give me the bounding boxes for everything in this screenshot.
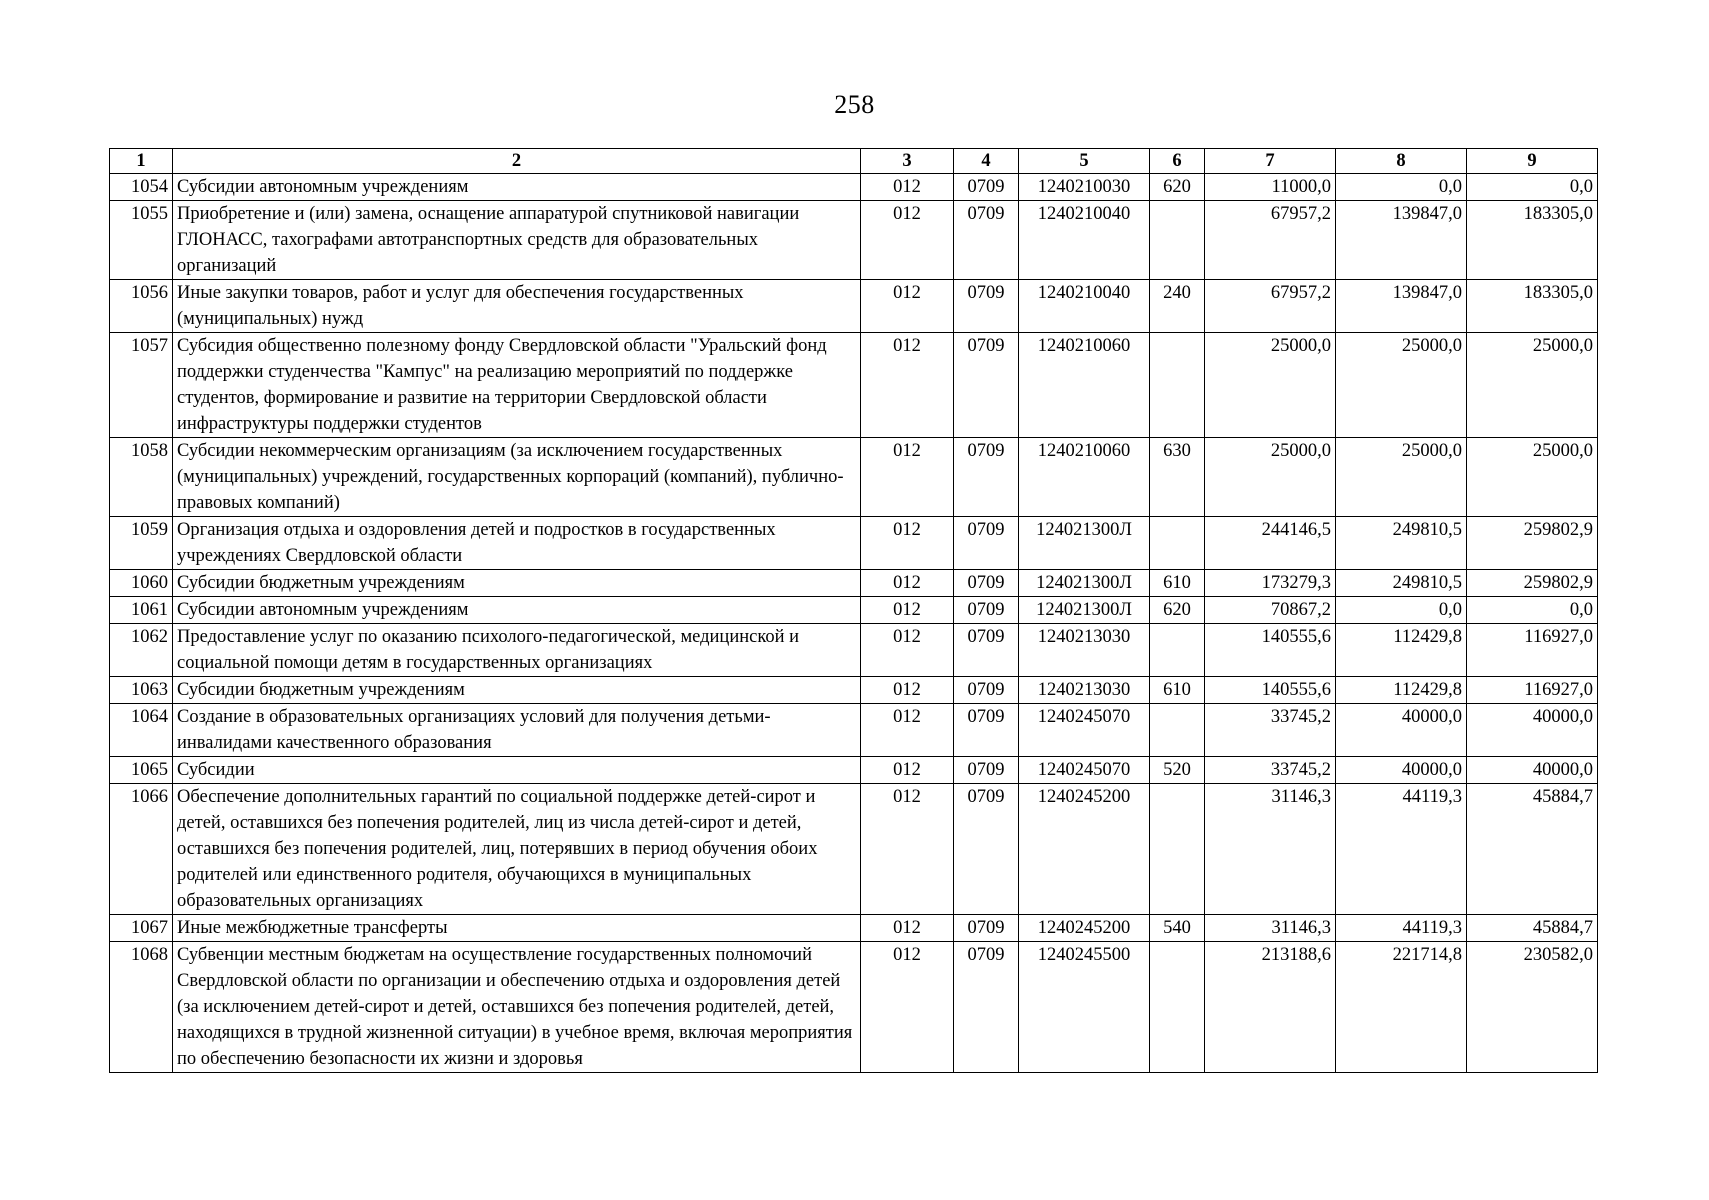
row-amount-8: 44119,3: [1336, 915, 1467, 942]
row-name: Создание в образовательных организациях условий для получения детьми-инвалидами качественного образования: [173, 704, 861, 757]
row-name: Субвенции местным бюджетам на осуществление государственных полномочий Свердловской области по организации и обеспечению отдыха и оздоровления детей (за исключением детей-сирот и детей, оставшихся без попечения родителей, детей, находящихся в трудной жизненной ситуации) в учебное время, включая мероприятия по обеспечению безопасности их жизни и здоровья: [173, 942, 861, 1073]
row-col-3: 012: [861, 280, 954, 333]
row-name: Субсидии автономным учреждениям: [173, 174, 861, 201]
row-name: Предоставление услуг по оказанию психолого-педагогической, медицинской и социальной помощи детям в государственных организациях: [173, 624, 861, 677]
row-amount-9: 25000,0: [1467, 333, 1598, 438]
row-amount-7: 31146,3: [1205, 915, 1336, 942]
row-amount-9: 183305,0: [1467, 201, 1598, 280]
row-amount-7: 213188,6: [1205, 942, 1336, 1073]
row-amount-8: 112429,8: [1336, 677, 1467, 704]
row-col-4: 0709: [954, 624, 1019, 677]
row-col-3: 012: [861, 915, 954, 942]
row-col-3: 012: [861, 438, 954, 517]
row-col-5: 124021300Л: [1019, 517, 1150, 570]
row-col-5: 1240213030: [1019, 624, 1150, 677]
row-name: Иные межбюджетные трансферты: [173, 915, 861, 942]
row-amount-8: 44119,3: [1336, 784, 1467, 915]
row-col-4: 0709: [954, 942, 1019, 1073]
row-amount-9: 40000,0: [1467, 757, 1598, 784]
header-cell-3: 3: [861, 149, 954, 174]
row-col-4: 0709: [954, 784, 1019, 915]
row-number: 1060: [110, 570, 173, 597]
row-amount-7: 140555,6: [1205, 624, 1336, 677]
row-col-3: 012: [861, 201, 954, 280]
header-cell-9: 9: [1467, 149, 1598, 174]
table-body: [110, 174, 1598, 1073]
page-number: 258: [834, 90, 875, 119]
header-cell-4: 4: [954, 149, 1019, 174]
row-col-3: 012: [861, 942, 954, 1073]
row-amount-8: 0,0: [1336, 174, 1467, 201]
row-amount-7: 244146,5: [1205, 517, 1336, 570]
table-row: [110, 677, 1598, 704]
row-amount-8: 112429,8: [1336, 624, 1467, 677]
row-name: Организация отдыха и оздоровления детей и подростков в государственных учреждениях Свердловской области: [173, 517, 861, 570]
row-name: Обеспечение дополнительных гарантий по социальной поддержке детей-сирот и детей, оставшихся без попечения родителей, лиц из числа детей-сирот и детей, оставшихся без попечения родителей, лиц, потерявших в период обучения обоих родителей или единственного родителя, обучающихся в муниципальных образовательных организациях: [173, 784, 861, 915]
row-col-6: 520: [1150, 757, 1205, 784]
row-number: 1061: [110, 597, 173, 624]
row-col-6: 610: [1150, 677, 1205, 704]
row-col-5: 1240210040: [1019, 280, 1150, 333]
row-col-3: 012: [861, 174, 954, 201]
row-name: Субсидии бюджетным учреждениям: [173, 677, 861, 704]
row-amount-9: 40000,0: [1467, 704, 1598, 757]
row-name: Приобретение и (или) замена, оснащение аппаратурой спутниковой навигации ГЛОНАСС, тахографами автотранспортных средств для образовательных организаций: [173, 201, 861, 280]
row-col-6: 610: [1150, 570, 1205, 597]
row-number: 1062: [110, 624, 173, 677]
row-col-5: 1240245200: [1019, 784, 1150, 915]
row-col-5: 1240245200: [1019, 915, 1150, 942]
row-col-5: 1240210040: [1019, 201, 1150, 280]
row-col-3: 012: [861, 570, 954, 597]
row-amount-8: 221714,8: [1336, 942, 1467, 1073]
row-number: 1063: [110, 677, 173, 704]
row-number: 1059: [110, 517, 173, 570]
table-row: [110, 942, 1598, 1073]
row-amount-8: 249810,5: [1336, 570, 1467, 597]
row-col-6: [1150, 942, 1205, 1073]
row-col-6: [1150, 517, 1205, 570]
row-number: 1065: [110, 757, 173, 784]
header-cell-6: 6: [1150, 149, 1205, 174]
row-col-6: [1150, 333, 1205, 438]
row-amount-9: 45884,7: [1467, 784, 1598, 915]
table-row: [110, 570, 1598, 597]
row-number: 1055: [110, 201, 173, 280]
row-col-4: 0709: [954, 438, 1019, 517]
row-col-4: 0709: [954, 915, 1019, 942]
table-row: [110, 784, 1598, 915]
row-amount-8: 139847,0: [1336, 280, 1467, 333]
row-col-5: 124021300Л: [1019, 597, 1150, 624]
row-name: Субсидия общественно полезному фонду Свердловской области "Уральский фонд поддержки студенчества "Кампус" на реализацию мероприятий по поддержке студентов, формирование и развитие на территории Свердловской области инфраструктуры поддержки студентов: [173, 333, 861, 438]
row-col-4: 0709: [954, 597, 1019, 624]
row-col-4: 0709: [954, 333, 1019, 438]
row-col-6: [1150, 201, 1205, 280]
row-col-5: 1240210060: [1019, 438, 1150, 517]
row-col-5: 1240245070: [1019, 757, 1150, 784]
table-row: [110, 201, 1598, 280]
row-amount-7: 33745,2: [1205, 757, 1336, 784]
header-cell-7: 7: [1205, 149, 1336, 174]
row-number: 1057: [110, 333, 173, 438]
table-row: [110, 517, 1598, 570]
row-col-3: 012: [861, 704, 954, 757]
row-name: Иные закупки товаров, работ и услуг для обеспечения государственных (муниципальных) нужд: [173, 280, 861, 333]
row-amount-9: 45884,7: [1467, 915, 1598, 942]
row-name: Субсидии некоммерческим организациям (за исключением государственных (муниципальных) учреждений, государственных корпораций (компаний), публично-правовых компаний): [173, 438, 861, 517]
row-col-5: 1240210060: [1019, 333, 1150, 438]
row-amount-7: 25000,0: [1205, 333, 1336, 438]
row-amount-9: 0,0: [1467, 174, 1598, 201]
row-amount-9: 116927,0: [1467, 624, 1598, 677]
row-amount-8: 25000,0: [1336, 333, 1467, 438]
row-col-4: 0709: [954, 280, 1019, 333]
row-name: Субсидии: [173, 757, 861, 784]
row-col-3: 012: [861, 757, 954, 784]
row-col-3: 012: [861, 597, 954, 624]
row-amount-7: 70867,2: [1205, 597, 1336, 624]
row-col-4: 0709: [954, 517, 1019, 570]
row-amount-9: 0,0: [1467, 597, 1598, 624]
table-row: [110, 333, 1598, 438]
row-col-3: 012: [861, 517, 954, 570]
row-col-4: 0709: [954, 704, 1019, 757]
table-row: [110, 438, 1598, 517]
header-cell-2: 2: [173, 149, 861, 174]
row-col-4: 0709: [954, 570, 1019, 597]
budget-table: [109, 148, 1598, 1073]
row-col-4: 0709: [954, 677, 1019, 704]
row-name: Субсидии бюджетным учреждениям: [173, 570, 861, 597]
row-col-5: 1240213030: [1019, 677, 1150, 704]
row-amount-8: 0,0: [1336, 597, 1467, 624]
table-row: [110, 624, 1598, 677]
row-col-6: [1150, 704, 1205, 757]
row-col-5: 124021300Л: [1019, 570, 1150, 597]
row-col-5: 1240245500: [1019, 942, 1150, 1073]
row-amount-9: 230582,0: [1467, 942, 1598, 1073]
table-row: [110, 174, 1598, 201]
row-col-6: 620: [1150, 597, 1205, 624]
row-amount-7: 140555,6: [1205, 677, 1336, 704]
row-amount-8: 40000,0: [1336, 704, 1467, 757]
table-row: [110, 280, 1598, 333]
table-row: [110, 915, 1598, 942]
row-number: 1068: [110, 942, 173, 1073]
row-amount-9: 259802,9: [1467, 517, 1598, 570]
row-col-4: 0709: [954, 201, 1019, 280]
row-amount-9: 259802,9: [1467, 570, 1598, 597]
row-number: 1066: [110, 784, 173, 915]
row-col-3: 012: [861, 333, 954, 438]
table-row: [110, 757, 1598, 784]
header-cell-1: 1: [110, 149, 173, 174]
row-col-6: 620: [1150, 174, 1205, 201]
row-number: 1056: [110, 280, 173, 333]
row-amount-9: 183305,0: [1467, 280, 1598, 333]
row-amount-8: 249810,5: [1336, 517, 1467, 570]
row-name: Субсидии автономным учреждениям: [173, 597, 861, 624]
row-number: 1067: [110, 915, 173, 942]
row-col-6: 630: [1150, 438, 1205, 517]
row-col-4: 0709: [954, 757, 1019, 784]
row-col-6: [1150, 784, 1205, 915]
table-row: [110, 704, 1598, 757]
row-amount-9: 25000,0: [1467, 438, 1598, 517]
header-cell-8: 8: [1336, 149, 1467, 174]
row-col-4: 0709: [954, 174, 1019, 201]
row-amount-8: 40000,0: [1336, 757, 1467, 784]
row-amount-8: 25000,0: [1336, 438, 1467, 517]
row-col-3: 012: [861, 624, 954, 677]
row-amount-7: 11000,0: [1205, 174, 1336, 201]
row-amount-7: 67957,2: [1205, 280, 1336, 333]
row-col-5: 1240210030: [1019, 174, 1150, 201]
row-col-6: 240: [1150, 280, 1205, 333]
row-amount-7: 33745,2: [1205, 704, 1336, 757]
row-number: 1064: [110, 704, 173, 757]
table-row: [110, 597, 1598, 624]
row-col-6: [1150, 624, 1205, 677]
row-amount-8: 139847,0: [1336, 201, 1467, 280]
row-amount-7: 25000,0: [1205, 438, 1336, 517]
row-col-5: 1240245070: [1019, 704, 1150, 757]
row-amount-7: 67957,2: [1205, 201, 1336, 280]
row-col-3: 012: [861, 784, 954, 915]
row-col-6: 540: [1150, 915, 1205, 942]
row-amount-7: 31146,3: [1205, 784, 1336, 915]
row-amount-9: 116927,0: [1467, 677, 1598, 704]
header-cell-5: 5: [1019, 149, 1150, 174]
row-col-3: 012: [861, 677, 954, 704]
header-row: [110, 149, 1598, 174]
row-number: 1058: [110, 438, 173, 517]
row-amount-7: 173279,3: [1205, 570, 1336, 597]
row-number: 1054: [110, 174, 173, 201]
